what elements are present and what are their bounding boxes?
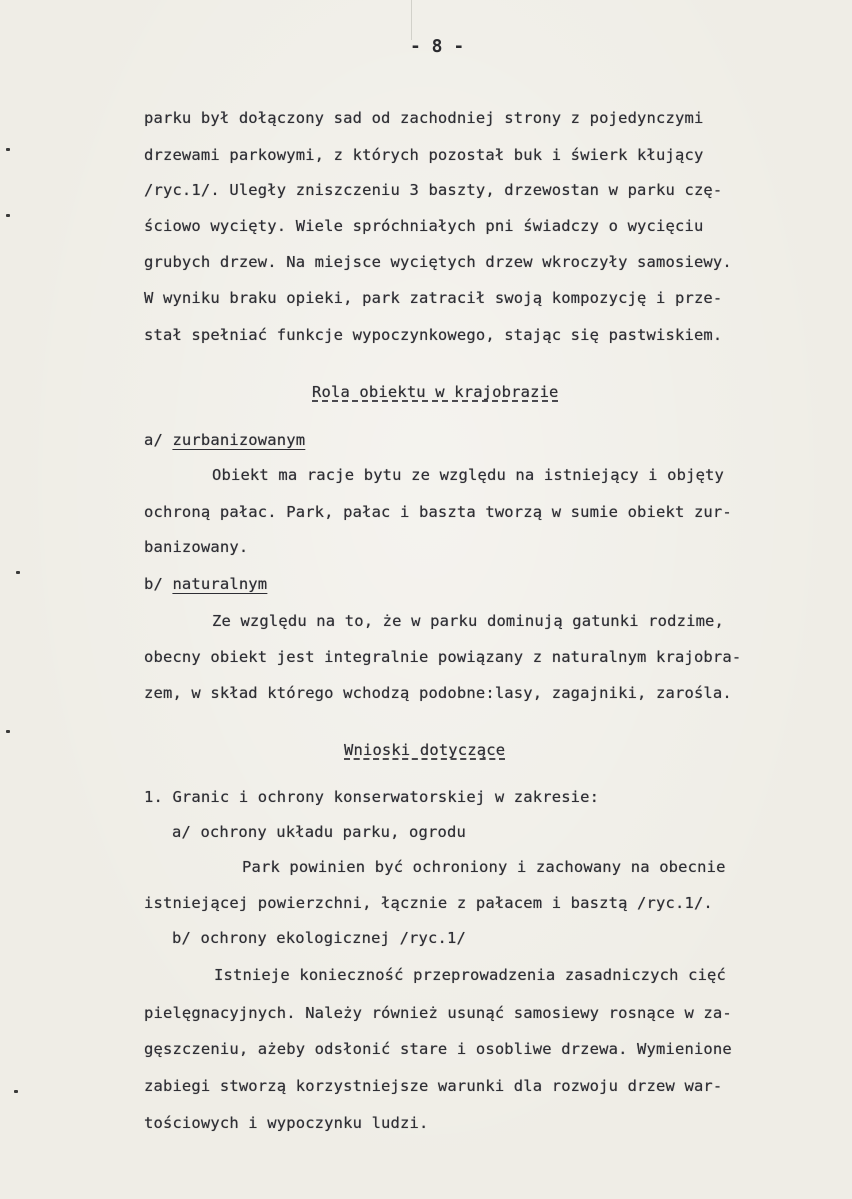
subsection-b: [144, 574, 267, 594]
body-line: /ryc.1/. Uległy zniszczeniu 3 baszty, drzewostan w parku czę-: [144, 181, 723, 199]
body-line: grubych drzew. Na miejsce wyciętych drzew wkroczyły samosiewy.: [144, 253, 732, 271]
margin-mark: [14, 1090, 18, 1093]
margin-mark: [6, 730, 10, 733]
margin-mark: [16, 571, 20, 574]
body-line: Park powinien być ochroniony i zachowany na obecnie: [242, 858, 726, 876]
sub-item-b: b/ ochrony ekologicznej /ryc.1/: [172, 929, 466, 947]
section-heading-conclusions: Wnioski dotyczące: [344, 741, 506, 759]
body-line: ściowo wycięty. Wiele spróchniałych pni świadczy o wycięciu: [144, 217, 704, 235]
body-line: banizowany.: [144, 538, 249, 556]
page-number: - 8 -: [410, 36, 465, 57]
body-line: gęszczeniu, ażeby odsłonić stare i osobliwe drzewa. Wymienione: [144, 1040, 732, 1058]
subsection-a-prefix: a/: [144, 431, 173, 449]
margin-mark: [6, 148, 10, 151]
body-line: Obiekt ma racje bytu ze względu na istniejący i objęty: [212, 466, 725, 484]
body-line: W wyniku braku opieki, park zatracił swoją kompozycję i prze-: [144, 289, 723, 307]
body-line: obecny obiekt jest integralnie powiązany z naturalnym krajobra-: [144, 648, 742, 666]
subsection-b-label: naturalnym: [172, 575, 268, 593]
body-line: Ze względu na to, że w parku dominują gatunki rodzime,: [212, 612, 725, 630]
sub-item-a: a/ ochrony układu parku, ogrodu: [172, 823, 466, 841]
body-line: drzewami parkowymi, z których pozostał buk i świerk kłujący: [144, 146, 704, 164]
body-line: Istnieje konieczność przeprowadzenia zasadniczych cięć: [214, 966, 727, 984]
list-item-1: 1. Granic i ochrony konserwatorskiej w zakresie:: [144, 788, 600, 806]
subsection-b-prefix: b/: [144, 575, 173, 593]
subsection-a-label: zurbanizowanym: [172, 431, 306, 449]
body-line: pielęgnacyjnych. Należy również usunąć samosiewy rosnące w za-: [144, 1004, 732, 1022]
section-heading-landscape-role: Rola obiektu w krajobrazie: [312, 383, 559, 401]
subsection-a: [144, 430, 305, 450]
body-line: stał spełniać funkcje wypoczynkowego, stając się pastwiskiem.: [144, 326, 723, 344]
body-line: parku był dołączony sad od zachodniej strony z pojedynczymi: [144, 109, 704, 127]
body-line: istniejącej powierzchni, łącznie z pałacem i basztą /ryc.1/.: [144, 894, 713, 912]
body-line: tościowych i wypoczynku ludzi.: [144, 1114, 429, 1132]
margin-mark: [6, 214, 10, 217]
body-line: zabiegi stworzą korzystniejsze warunki dla rozwoju drzew war-: [144, 1077, 723, 1095]
body-line: zem, w skład którego wchodzą podobne:lasy, zagajniki, zarośla.: [144, 684, 732, 702]
paper-crease: [411, 0, 412, 40]
body-line: ochroną pałac. Park, pałac i baszta tworzą w sumie obiekt zur-: [144, 503, 732, 521]
